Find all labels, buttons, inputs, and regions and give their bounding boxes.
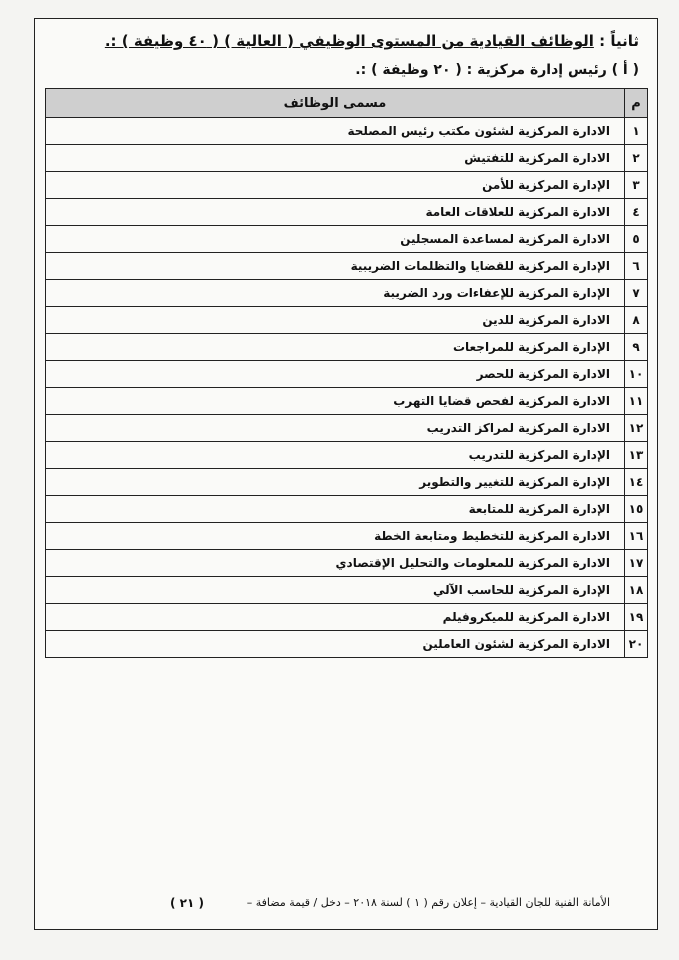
row-job-title: الادارة المركزية لشئون مكتب رئيس المصلحة: [46, 118, 625, 145]
row-number: ١٣: [625, 442, 648, 469]
jobs-table: [45, 88, 648, 658]
table-row: [46, 280, 648, 307]
row-job-title: الادارة المركزية لفحص قضايا التهرب: [46, 388, 625, 415]
row-number: ٨: [625, 307, 648, 334]
row-job-title: الإدارة المركزية للأمن: [46, 172, 625, 199]
table-row: [46, 361, 648, 388]
row-job-title: الإدارة المركزية للإعفاءات ورد الضريبة: [46, 280, 625, 307]
row-job-title: الادارة المركزية للمعلومات والتحليل الإقتصادي: [46, 550, 625, 577]
table-row: [46, 307, 648, 334]
table-header-row: [46, 89, 648, 118]
row-job-title: الادارة المركزية للدين: [46, 307, 625, 334]
row-number: ٥: [625, 226, 648, 253]
row-number: ١٥: [625, 496, 648, 523]
row-job-title: الادارة المركزية للعلاقات العامة: [46, 199, 625, 226]
table-row: [46, 469, 648, 496]
table-row: [46, 550, 648, 577]
subsection-heading: ( أ ) رئيس إدارة مركزية : ( ٢٠ وظيفة ) :.: [355, 62, 639, 78]
row-job-title: الادارة المركزية للحصر: [46, 361, 625, 388]
row-number: ٢٠: [625, 631, 648, 658]
row-number: ١٤: [625, 469, 648, 496]
table-row: [46, 415, 648, 442]
row-number: ٦: [625, 253, 648, 280]
row-job-title: الادارة المركزية للتخطيط ومتابعة الخطة: [46, 523, 625, 550]
section-heading: [48, 32, 639, 50]
table-row: [46, 334, 648, 361]
row-number: ١١: [625, 388, 648, 415]
table-row: [46, 496, 648, 523]
document-footer: الأمانة الفنية للجان القيادية – إعلان رقم ( ١ ) لسنة ٢٠١٨ – دخل / قيمة مضافة –: [246, 896, 610, 909]
row-job-title: الإدارة المركزية للحاسب الآلي: [46, 577, 625, 604]
table-row: [46, 172, 648, 199]
row-job-title: الادارة المركزية لشئون العاملين: [46, 631, 625, 658]
row-number: ١٩: [625, 604, 648, 631]
row-job-title: الادارة المركزية لمراكز التدريب: [46, 415, 625, 442]
row-number: ١: [625, 118, 648, 145]
row-number: ١٨: [625, 577, 648, 604]
table-row: [46, 253, 648, 280]
table-row: [46, 523, 648, 550]
row-number: ٤: [625, 199, 648, 226]
row-job-title: الادارة المركزية للتفتيش: [46, 145, 625, 172]
row-job-title: الادارة المركزية للميكروفيلم: [46, 604, 625, 631]
row-number: ٢: [625, 145, 648, 172]
table-row: [46, 199, 648, 226]
row-number: ١٧: [625, 550, 648, 577]
table-row: [46, 145, 648, 172]
row-number: ١٦: [625, 523, 648, 550]
header-number: م: [625, 89, 648, 118]
row-number: ٣: [625, 172, 648, 199]
section-heading-text: الوظائف القيادية من المستوى الوظيفي ( العالية ) ( ٤٠ وظيفة ) :.: [104, 32, 594, 50]
row-number: ١٢: [625, 415, 648, 442]
row-job-title: الإدارة المركزية للتغيير والتطوير: [46, 469, 625, 496]
table-row: [46, 442, 648, 469]
row-job-title: الإدارة المركزية للقضايا والتظلمات الضريبية: [46, 253, 625, 280]
table-row: [46, 577, 648, 604]
row-number: ١٠: [625, 361, 648, 388]
header-job-title: مسمى الوظائف: [46, 89, 625, 118]
table-row: [46, 118, 648, 145]
table-row: [46, 604, 648, 631]
table-row: [46, 631, 648, 658]
section-heading-prefix: ثانياً :: [599, 32, 639, 50]
page-number: ( ٢١ ): [170, 896, 204, 910]
row-number: ٩: [625, 334, 648, 361]
table-row: [46, 226, 648, 253]
row-job-title: الادارة المركزية لمساعدة المسجلين: [46, 226, 625, 253]
table-row: [46, 388, 648, 415]
row-job-title: الإدارة المركزية للمراجعات: [46, 334, 625, 361]
row-number: ٧: [625, 280, 648, 307]
row-job-title: الإدارة المركزية للتدريب: [46, 442, 625, 469]
row-job-title: الإدارة المركزية للمتابعة: [46, 496, 625, 523]
